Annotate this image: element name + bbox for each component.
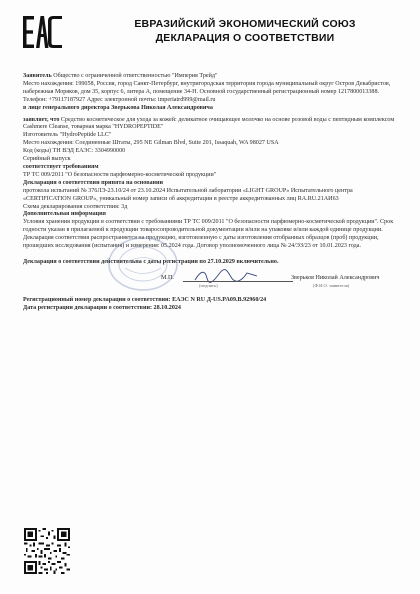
manufacturer-location xyxy=(23,140,402,148)
document-header xyxy=(22,14,398,58)
manufacturer-location-value: Соединенные Штаты, 295 NE Gilman Blvd, Suite 201, Issaquah, WA 98027 USA xyxy=(73,140,279,147)
tn-ved-code: Код (коды) ТН ВЭД ЕАЭС: 3304990000 xyxy=(23,148,126,155)
eac-logo-mark xyxy=(22,14,64,50)
basis-heading: Декларация о соответствии принята на основании xyxy=(23,179,164,186)
applicant-director: в лице генерального директора Зверькова Николая Александровича xyxy=(23,104,213,111)
declares-value: Средство косметическое для ухода за кожей: деликатное очищающее молочко на основе розовой воды с пептидным комплексом Cashmere Cleanse, товарная марка "HYDROPEPTIDE" xyxy=(23,116,395,131)
applicant-location-label: Место нахождения: xyxy=(23,80,74,87)
validity-text: Декларация о соответствии действительна с даты регистрации по 27.10.2029 включительно. xyxy=(23,258,279,265)
registration-date-row xyxy=(23,305,402,313)
registration-number-row xyxy=(23,297,402,305)
registration-number-label: Регистрационный номер декларации о соответствии: xyxy=(23,296,171,303)
declaration-body xyxy=(23,73,402,313)
registration-date-label: Дата регистрации декларации о соответствии: xyxy=(23,304,152,311)
signatory-name: Зверьков Николай Александрович xyxy=(291,274,380,281)
applicant-location xyxy=(23,81,402,97)
qr-code xyxy=(24,528,70,574)
name-caption: (Ф.И.О. заявителя) xyxy=(313,282,350,288)
manufacturer-label: Изготовитель xyxy=(23,132,59,139)
eac-logo xyxy=(22,14,64,50)
manufacturer-value: "HydroPeptide LLC" xyxy=(58,132,112,139)
additional-value: Условия хранения продукции в соответствии с требованиями ТР ТС 009/2011 "О безопасности парфюмерно-косметической продукции". Срок годности указан в прилагаемой к продукции товаросопроводительной документации и/или на упаковке и/или каждой единице продукции. Декларация соответствия распространяется на продукцию, изготовленную с даты изготовления отобранных образцов (проб) продукции, прошедших исследования (испытания) и измерения: 05.2024 года. Договор уполномоченного лица № 24/ЭЗ/23 от 10.01.2023 года. xyxy=(23,219,394,250)
registration-number-value: ЕАЭС N RU Д-US.PA09.В.92960/24 xyxy=(172,296,267,303)
signature-caption: (подпись) xyxy=(199,282,218,288)
declares-label: заявляет, что xyxy=(23,116,60,123)
applicant-phone-value: +79117187927 Адрес электронной почты: imperiatrd999@mail.ru xyxy=(46,96,216,103)
header-title xyxy=(92,18,398,44)
declaration-title: ДЕКЛАРАЦИЯ О СООТВЕТСТВИИ xyxy=(155,32,335,44)
signature-row xyxy=(23,271,402,289)
applicant-value: Общество с ограниченной ответственностью "Империя Трейд" xyxy=(51,73,218,79)
declares-paragraph xyxy=(23,117,402,133)
stamp-placeholder-label: М.П. xyxy=(161,274,174,281)
requirements-value: ТР ТС 009/2011 "О безопасности парфюмерно-косметической продукции" xyxy=(23,171,217,178)
round-stamp xyxy=(105,235,181,293)
applicant-location-value: 199058, Россия, город Санкт-Петербург, внутригородская территория города муниципальный округ Остров Декабристов, набережная Моряков, дом 35, корпус 6, литера А, помещение 34-Н. Основной государственный регистрационный номер 1217800013388. xyxy=(23,80,391,95)
manufacturer-paragraph xyxy=(23,132,402,140)
requirements-heading: соответствует требованиям xyxy=(23,163,99,170)
union-title: ЕВРАЗИЙСКИЙ ЭКОНОМИЧЕСКИЙ СОЮЗ xyxy=(134,18,356,30)
basis-scheme: Схема декларирования соответствия: 3д xyxy=(23,203,128,210)
applicant-label: Заявитель xyxy=(23,73,52,79)
applicant-phone-label: Телефон: xyxy=(23,96,47,103)
applicant-paragraph xyxy=(23,73,402,81)
applicant-phone xyxy=(23,97,402,105)
additional-heading: Дополнительная информация xyxy=(23,211,106,218)
basis-value: протокола испытаний № 376ЛЭ-23.10/24 от 23.10.2024 Испытательной лаборатории «LIGHT GROUP» Испытательного центра «CERTIFICATION GROUP», уникальный номер записи об аккредитации в реестре аккредитованных лиц RA.RU.21АИ63 xyxy=(23,187,353,202)
manufacturer-location-label: Место нахождения: xyxy=(23,140,74,147)
registration-date-value: 28.10.2024 xyxy=(153,304,181,311)
serial-release: Серийный выпуск xyxy=(23,156,71,163)
